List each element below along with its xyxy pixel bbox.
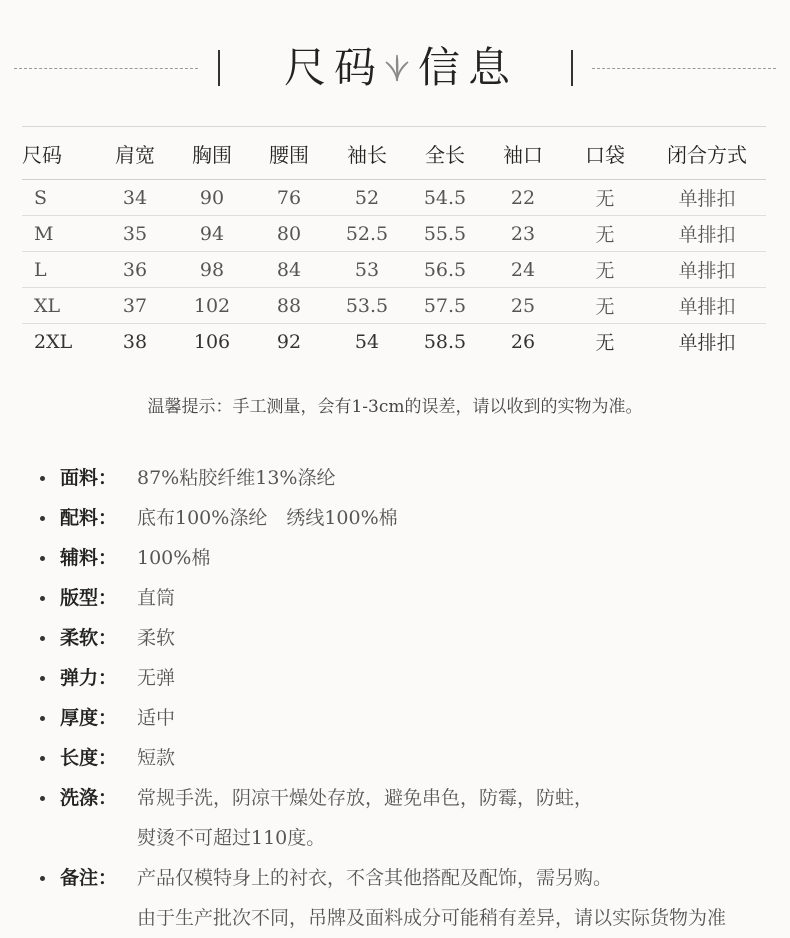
spec-item-lining (40, 538, 780, 578)
column-header-waist: 腰围 (250, 127, 328, 180)
measurement-tip: 温馨提示：手工测量，会有1-3cm的误差，请以收到的实物为准。 (147, 397, 643, 417)
bullet-icon (40, 756, 45, 761)
bullet-icon (40, 636, 45, 641)
table-cell: 80 (250, 216, 328, 252)
bullet-icon (40, 716, 45, 721)
column-header-size: 尺码 (22, 127, 96, 180)
spec-item-fabric (40, 458, 780, 498)
table-cell: 无 (595, 332, 615, 354)
spec-value: 熨烫不可超过110度。 (137, 827, 326, 849)
table-cell: 24 (484, 252, 562, 288)
table-cell: 23 (484, 216, 562, 252)
table-cell: S (22, 180, 96, 216)
size-table (22, 126, 766, 359)
spec-item-accessories (40, 498, 780, 538)
header-dashed-line-right (592, 68, 776, 69)
table-cell: 94 (174, 216, 250, 252)
bullet-icon (40, 596, 45, 601)
table-cell: 92 (276, 330, 302, 353)
table-cell: L (22, 252, 96, 288)
spec-label: 面料： (60, 467, 118, 489)
spec-value: 无弹 (137, 667, 176, 689)
table-cell: 单排扣 (648, 288, 766, 324)
table-cell: 54 (354, 330, 380, 353)
spec-value: 直筒 (137, 587, 176, 609)
spec-item-thickness (40, 698, 780, 738)
spec-label: 配料： (60, 507, 118, 529)
spec-value: 100%棉 (137, 547, 211, 569)
spec-item-notes (40, 858, 780, 898)
column-header-length: 全长 (406, 127, 484, 180)
column-header-closure: 闭合方式 (648, 127, 766, 180)
table-cell: 88 (250, 288, 328, 324)
spec-label: 柔软： (60, 627, 118, 649)
column-header-pocket: 口袋 (562, 127, 648, 180)
spec-item-softness (40, 618, 780, 658)
spec-value: 常规手洗，阴凉干燥处存放，避免串色，防霉，防蛀， (137, 787, 594, 809)
table-cell: 57.5 (406, 288, 484, 324)
column-header-sleeve: 袖长 (328, 127, 406, 180)
size-table-header-row (22, 127, 766, 180)
bullet-icon (40, 476, 45, 481)
spec-value: 产品仅模特身上的衬衣，不含其他搭配及配饰，需另购。 (137, 867, 613, 889)
table-row (22, 324, 766, 360)
spec-value: 87%粘胶纤维13%涤纶 (137, 467, 336, 489)
header-divider-right (571, 50, 573, 86)
bullet-icon (40, 516, 45, 521)
spec-label: 洗涤： (60, 787, 118, 809)
table-cell: M (22, 216, 96, 252)
table-row (22, 216, 766, 252)
spec-item-stretch (40, 658, 780, 698)
spec-label: 厚度： (60, 707, 118, 729)
table-cell: 56.5 (406, 252, 484, 288)
table-cell: 36 (96, 252, 174, 288)
table-cell: 单排扣 (648, 180, 766, 216)
table-cell: 单排扣 (648, 216, 766, 252)
table-cell: 98 (174, 252, 250, 288)
spec-item-fit (40, 578, 780, 618)
section-title-right: 信息 (418, 43, 519, 92)
bullet-icon (40, 556, 45, 561)
table-cell: 单排扣 (678, 332, 736, 354)
spec-value: 柔软 (137, 627, 176, 649)
table-cell: 38 (122, 330, 148, 353)
spec-label: 版型： (60, 587, 118, 609)
spec-value: 短款 (137, 747, 176, 769)
spec-label: 辅料： (60, 547, 118, 569)
table-cell: 90 (174, 180, 250, 216)
table-cell: 无 (562, 216, 648, 252)
bullet-icon (40, 796, 45, 801)
spec-label: 长度： (60, 747, 118, 769)
spec-list (40, 458, 780, 938)
table-cell: 52.5 (328, 216, 406, 252)
column-header-cuff: 袖口 (484, 127, 562, 180)
table-cell: 无 (562, 252, 648, 288)
table-cell: 106 (193, 330, 231, 353)
spec-value: 由于生产批次不同，吊牌及面料成分可能稍有差异，请以实际货物为准 (137, 907, 727, 929)
section-header (0, 40, 790, 100)
spec-value: 适中 (137, 707, 176, 729)
table-cell: 无 (562, 288, 648, 324)
table-cell: 102 (174, 288, 250, 324)
bullet-icon (40, 876, 45, 881)
spec-label: 弹力： (60, 667, 118, 689)
spec-item-notes-continued (40, 898, 780, 938)
header-dashed-line-left (14, 68, 198, 69)
leaf-ornament-icon (384, 54, 410, 82)
column-header-shoulder: 肩宽 (96, 127, 174, 180)
bullet-icon (40, 676, 45, 681)
spec-item-washing-continued (40, 818, 780, 858)
table-cell: 单排扣 (648, 252, 766, 288)
table-cell: 84 (250, 252, 328, 288)
column-header-bust: 胸围 (174, 127, 250, 180)
table-cell: 53 (328, 252, 406, 288)
table-row (22, 288, 766, 324)
table-cell: 2XL (34, 330, 73, 353)
table-cell: 55.5 (406, 216, 484, 252)
spec-label: 备注： (60, 867, 118, 889)
table-cell: 25 (484, 288, 562, 324)
spec-item-washing (40, 778, 780, 818)
section-title-left: 尺码 (284, 43, 385, 92)
table-cell: 37 (96, 288, 174, 324)
table-cell: 34 (96, 180, 174, 216)
spec-item-length (40, 738, 780, 778)
table-row (22, 180, 766, 216)
table-cell: 22 (484, 180, 562, 216)
table-cell: 52 (328, 180, 406, 216)
table-cell: 53.5 (328, 288, 406, 324)
table-cell: 54.5 (406, 180, 484, 216)
table-cell: 76 (250, 180, 328, 216)
table-cell: 58.5 (423, 330, 467, 353)
table-cell: 26 (510, 330, 536, 353)
table-row (22, 252, 766, 288)
table-cell: XL (22, 288, 96, 324)
spec-value: 底布100%涤纶 绣线100%棉 (137, 507, 398, 529)
header-divider-left (218, 50, 220, 86)
table-cell: 35 (96, 216, 174, 252)
table-cell: 无 (562, 180, 648, 216)
